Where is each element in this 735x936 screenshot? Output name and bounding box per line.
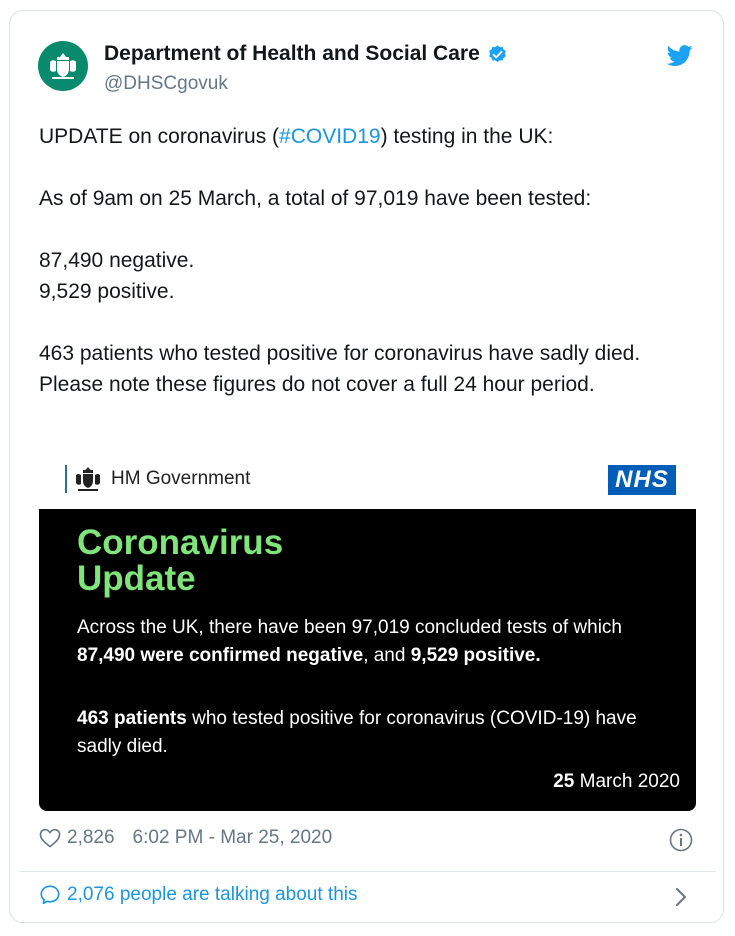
verified-badge-icon <box>487 44 508 65</box>
speech-bubble-icon <box>39 884 61 906</box>
media-header[interactable] <box>39 451 696 511</box>
tweet-line-1: UPDATE on coronavirus (#COVID19) testing in the UK: <box>39 125 554 148</box>
update-date: 25 March 2020 <box>553 771 680 792</box>
tweet-line-2: As of 9am on 25 March, a total of 97,019 have been tested: <box>39 187 592 210</box>
account-name[interactable]: Department of Health and Social Care <box>104 42 480 65</box>
tweet-meta <box>39 827 332 849</box>
update-body-tests: Across the UK, there have been 97,019 concluded tests of which 87,490 were confirmed negative, and 9,529 positive. <box>77 617 622 666</box>
timestamp[interactable]: 6:02 PM - Mar 25, 2020 <box>132 827 333 848</box>
tweet-text <box>39 121 699 400</box>
tweet-line-5: 463 patients who tested positive for coronavirus have sadly died. Please note these figures do not cover a full 24 hour period. <box>39 342 641 396</box>
tweet-line-4: 9,529 positive. <box>39 280 175 303</box>
divider <box>19 871 716 872</box>
info-icon[interactable] <box>669 828 693 852</box>
update-body-deaths: 463 patients who tested positive for coronavirus (COVID-19) have sadly died. <box>77 708 637 757</box>
account-handle[interactable]: @DHSCgovuk <box>104 73 228 94</box>
hm-government-label: HM Government <box>111 468 251 489</box>
account-name-row[interactable] <box>104 42 508 66</box>
hm-government-logo <box>65 465 250 493</box>
crest-icon <box>73 465 103 493</box>
twitter-bird-icon[interactable] <box>667 45 693 67</box>
royal-crest-icon <box>46 50 80 82</box>
tweet-card <box>9 10 724 923</box>
media-image[interactable] <box>39 509 696 811</box>
talking-count[interactable]: 2,076 people are talking about this <box>67 884 358 905</box>
chevron-right-icon[interactable] <box>675 887 687 907</box>
nhs-logo: NHS <box>608 465 676 495</box>
like-count[interactable]: 2,826 <box>67 827 115 848</box>
conversation-link[interactable] <box>39 884 358 906</box>
hashtag-link[interactable]: #COVID19 <box>279 125 381 148</box>
update-title: Coronavirus Update <box>77 523 284 598</box>
avatar[interactable] <box>38 41 88 91</box>
heart-icon[interactable] <box>39 828 61 848</box>
tweet-line-3: 87,490 negative. <box>39 249 195 272</box>
